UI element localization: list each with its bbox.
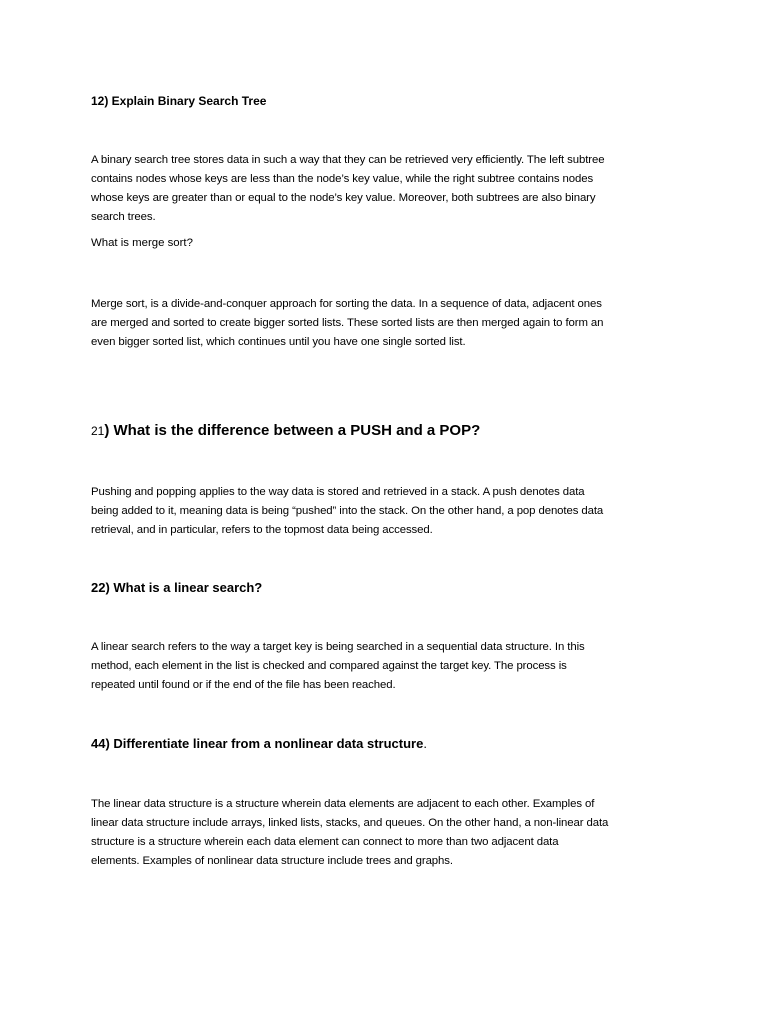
answer-line: Pushing and popping applies to the way data is stored and retrieved in a stack. A push denotes data: [91, 486, 585, 498]
merge-sort-answer: [91, 295, 691, 352]
question-22-answer: [91, 638, 691, 695]
question-22-title: 22) What is a linear search?: [91, 580, 263, 595]
question-12-title: 12) Explain Binary Search Tree: [91, 94, 267, 108]
answer-line: retrieval, and in particular, refers to the topmost data being accessed.: [91, 524, 433, 536]
answer-line: being added to it, meaning data is being “pushed” into the stack. On the other hand, a pop denotes data: [91, 505, 604, 517]
question-12-answer: [91, 151, 691, 227]
answer-line: elements. Examples of nonlinear data structure include trees and graphs.: [91, 855, 453, 867]
answer-line: contains nodes whose keys are less than the node’s key value, while the right subtree contains nodes: [91, 173, 594, 185]
answer-line: structure is a structure wherein each data element can connect to more than two adjacent data: [91, 836, 559, 848]
answer-line: method, each element in the list is checked and compared against the target key. The process is: [91, 660, 567, 672]
question-44-text: 44) Differentiate linear from a nonlinear data structure: [91, 736, 424, 751]
question-21-number: 21: [91, 424, 105, 438]
answer-line: are merged and sorted to create bigger sorted lists. These sorted lists are then merged again to form an: [91, 317, 604, 329]
answer-line: A binary search tree stores data in such a way that they can be retrieved very efficiently. The left subtree: [91, 154, 605, 166]
answer-line: search trees.: [91, 211, 156, 223]
question-44-suffix: .: [423, 736, 427, 751]
question-21-text: ) What is the difference between a PUSH and a POP?: [104, 422, 481, 439]
answer-line: linear data structure include arrays, linked lists, stacks, and queues. On the other hand, a non-linear data: [91, 817, 609, 829]
merge-sort-question: What is merge sort?: [91, 237, 193, 249]
answer-line: A linear search refers to the way a target key is being searched in a sequential data structure. In this: [91, 641, 585, 653]
question-44-title: [91, 736, 427, 751]
answer-line: repeated until found or if the end of the file has been reached.: [91, 679, 396, 691]
answer-line: The linear data structure is a structure wherein data elements are adjacent to each other. Examples of: [91, 798, 595, 810]
answer-line: Merge sort, is a divide-and-conquer approach for sorting the data. In a sequence of data, adjacent ones: [91, 298, 602, 310]
question-21-answer: [91, 483, 691, 540]
question-44-answer: [91, 795, 691, 871]
answer-line: whose keys are greater than or equal to the node’s key value. Moreover, both subtrees are also binary: [91, 192, 596, 204]
answer-line: even bigger sorted list, which continues until you have one single sorted list.: [91, 336, 466, 348]
question-21-title: [91, 422, 480, 439]
